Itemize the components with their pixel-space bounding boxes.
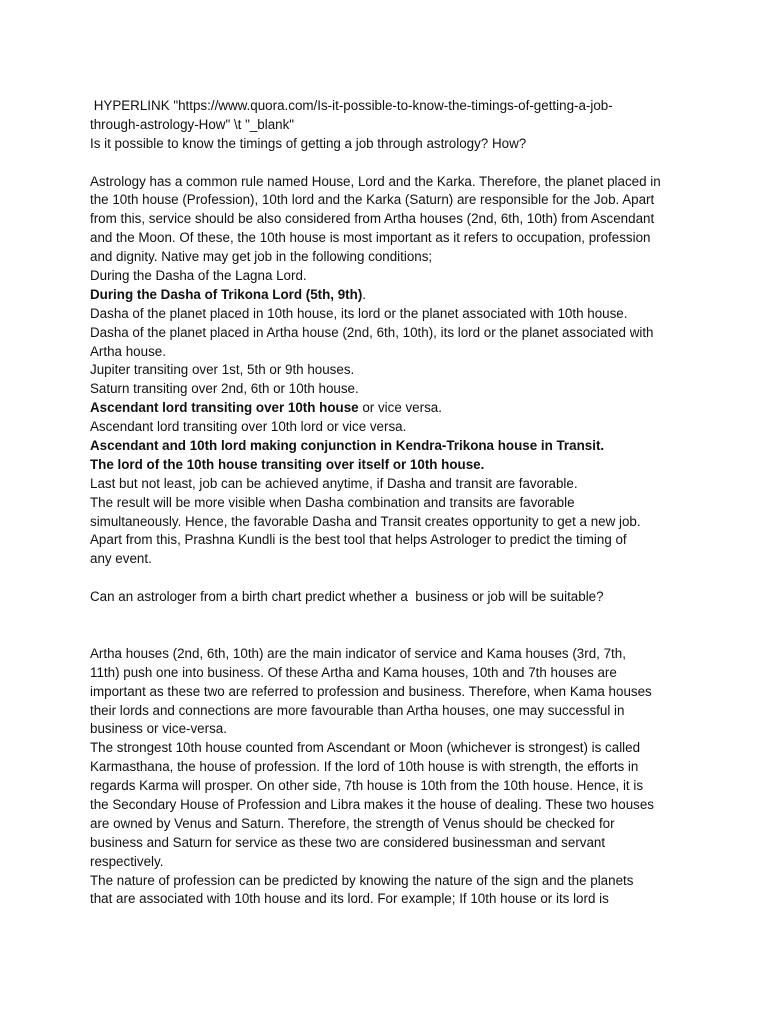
condition-artha-house-cont: Artha house. [90, 343, 166, 359]
paragraph-line: The nature of profession can be predicted by knowing the nature of the sign and the planets [90, 872, 634, 888]
paragraph-line: Artha houses (2nd, 6th, 10th) are the main indicator of service and Kama houses (3rd, 7th, [90, 645, 626, 661]
condition-10th-house: Dasha of the planet placed in 10th house, its lord or the planet associated with 10th house. [90, 305, 628, 321]
condition-trikona-lord [90, 286, 686, 305]
q2-paragraph-3 [90, 872, 686, 910]
condition-artha-house: Dasha of the planet placed in Artha house (2nd, 6th, 10th), its lord or the planet associated with [90, 324, 654, 340]
hyperlink-field-line-1: HYPERLINK "https://www.quora.com/Is-it-possible-to-know-the-timings-of-getting-a-job- [90, 98, 613, 113]
condition-trikona-bold: During the Dasha of Trikona Lord (5th, 9th) [90, 286, 363, 302]
question-1-title: Is it possible to know the timings of getting a job through astrology? How? [90, 135, 527, 151]
paragraph-line: from this, service should be also considered from Artha houses (2nd, 6th, 10th) from Ascendant [90, 211, 655, 227]
paragraph-line: business or vice-versa. [90, 721, 227, 737]
hyperlink-field-line-2: through-astrology-How" \t "_blank" [90, 116, 295, 132]
paragraph-line: Last but not least, job can be achieved anytime, if Dasha and transit are favorable. [90, 475, 578, 491]
paragraph-line: the 10th house (Profession), 10th lord and the Karka (Saturn) are responsible for the Job. Apart [90, 192, 655, 208]
paragraph-line: simultaneously. Hence, the favorable Dasha and Transit creates opportunity to get a new job. [90, 513, 641, 529]
condition-ascendant-lord [90, 399, 686, 418]
q2-paragraph-1 [90, 645, 686, 739]
paragraph-line: any event. [90, 551, 152, 567]
paragraph-line: Karmasthana, the house of profession. If the lord of 10th house is with strength, the efforts in [90, 759, 639, 775]
paragraph-line: important as these two are referred to profession and business. Therefore, when Kama houses [90, 683, 652, 699]
paragraph-line: regards Karma will prosper. On other side, 7th house is 10th from the 10th house. Hence, it is [90, 778, 644, 794]
paragraph-line: and the Moon. Of these, the 10th house is most important as it refers to occupation, profession [90, 230, 651, 246]
condition-ascendant-10th-lord: Ascendant lord transiting over 10th lord or vice versa. [90, 419, 407, 435]
paragraph-line: business and Saturn for service as these two are considered businessman and servant [90, 834, 606, 850]
spacer [90, 154, 686, 173]
paragraph-line: that are associated with 10th house and its lord. For example; If 10th house or its lord is [90, 891, 609, 907]
spacer [90, 607, 686, 645]
q2-paragraph-2 [90, 739, 686, 871]
condition-trikona-tail: . [362, 286, 367, 302]
condition-ascendant-tail: or vice versa. [358, 400, 442, 416]
paragraph-line: Astrology has a common rule named House, Lord and the Karka. Therefore, the planet placed in [90, 173, 661, 189]
condition-conjunction: Ascendant and 10th lord making conjunction in Kendra-Trikona house in Transit. [90, 438, 605, 454]
q1-intro-paragraph [90, 173, 686, 267]
condition-lord-itself: The lord of the 10th house transiting over itself or 10th house. [90, 456, 485, 472]
paragraph-line: The strongest 10th house counted from Ascendant or Moon (whichever is strongest) is called [90, 740, 641, 756]
paragraph-line: are owned by Venus and Saturn. Therefore, the strength of Venus should be checked for [90, 815, 615, 831]
paragraph-line: Apart from this, Prashna Kundli is the best tool that helps Astrologer to predict the timing of [90, 532, 627, 548]
condition-saturn-transit: Saturn transiting over 2nd, 6th or 10th house. [90, 381, 359, 397]
paragraph-line: The result will be more visible when Dasha combination and transits are favorable [90, 494, 575, 510]
q1-closing-paragraph [90, 475, 686, 569]
paragraph-line: their lords and connections are more favourable than Artha houses, one may successful in [90, 702, 625, 718]
paragraph-line: respectively. [90, 853, 164, 869]
paragraph-line: 11th) push one into business. Of these Artha and Kama houses, 10th and 7th houses are [90, 664, 617, 680]
paragraph-line: the Secondary House of Profession and Libra makes it the house of dealing. These two houses [90, 796, 654, 812]
paragraph-line: and dignity. Native may get job in the following conditions; [90, 249, 433, 265]
condition-lagna-lord: During the Dasha of the Lagna Lord. [90, 268, 307, 284]
condition-jupiter-transit: Jupiter transiting over 1st, 5th or 9th houses. [90, 362, 355, 378]
spacer [90, 569, 686, 588]
document-body [90, 97, 686, 909]
question-2-title: Can an astrologer from a birth chart predict whether a business or job will be suitable? [90, 589, 604, 605]
condition-ascendant-bold: Ascendant lord transiting over 10th house [90, 400, 359, 416]
